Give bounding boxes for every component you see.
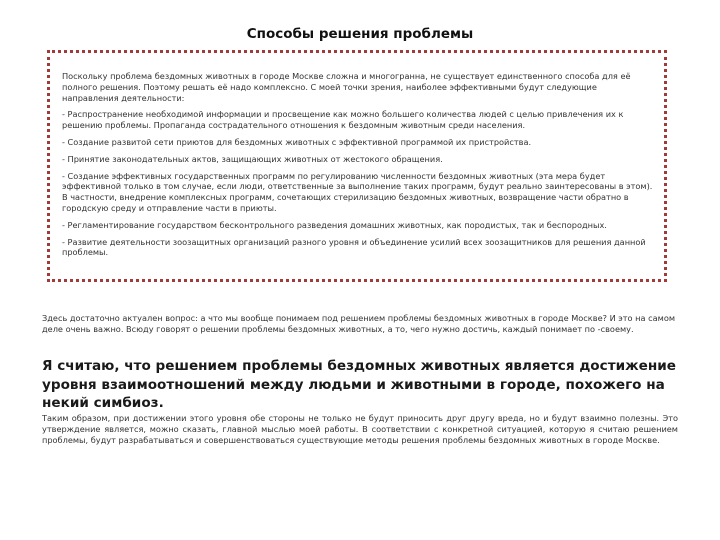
thesis-statement: Я считаю, что решением проблемы бездомных животных является достижение уровня взаимоотношений между людьми и животными в городе, похожего на некий симбиоз. bbox=[42, 358, 676, 411]
method-item-organizations: - Развитие деятельности зоозащитных организаций разного уровня и объединение усилий всех зоозащитников для решения данной проблемы. bbox=[62, 236, 646, 258]
methods-box bbox=[47, 50, 667, 282]
intro-paragraph: Поскольку проблема бездомных животных в городе Москве сложна и многогранна, не существует единственного способа для её полного решения. Поэтому решать её надо комплексно. С моей точки зрения, наиболее эффективными будут следующие направления деятельности: bbox=[62, 71, 631, 103]
method-item-breeding-regulation: - Регламентирование государством бесконтрольного разведения домашних животных, как породистых, так и беспородных. bbox=[62, 219, 607, 230]
method-item-legislation: - Принятие законодательных актов, защищающих животных от жестокого обращения. bbox=[62, 153, 443, 164]
method-item-information: - Распространение необходимой информации и просвещение как можно большего количества людей с целью привлечения их к решению проблемы. Пропаганда сострадательного отношения к бездомным животным среди населения. bbox=[62, 109, 624, 131]
question-paragraph: Здесь достаточно актуален вопрос: а что мы вообще понимаем под решением проблемы бездомных животных в городе Москве? И это на самом деле очень важно. Всюду говорят о решении проблемы бездомных животных, а то, чего нужно достичь, каждый понимает по -своему. bbox=[42, 313, 676, 335]
conclusion-paragraph: Таким образом, при достижении этого уровня обе стороны не только не будут приносить друг другу вреда, но и будут взаимно полезны. Это утверждение является, можно сказать, главной мыслью моей работы. В соответствии с конкретной ситуацией, которую я считаю решением проблемы, будут разрабатываться и совершенствоваться существующие методы решения проблемы бездомных животных в городе Москве. bbox=[42, 413, 678, 446]
method-item-shelters: - Создание развитой сети приютов для бездомных животных с эффективной программой их пристройства. bbox=[62, 136, 532, 147]
method-item-state-programs: - Создание эффективных государственных программ по регулированию численности бездомных животных (эта мера будет эффективной только в том случае, если люди, ответственные за выполнение таких программ, будут реально заинтересованы в этом). В частности, внедрение комплексных программ, сочетающих стерилизацию бездомных животных, возвращение части обратно в городскую среду и отправление части в приюты. bbox=[62, 170, 653, 213]
page-title: Способы решения проблемы bbox=[246, 26, 474, 42]
